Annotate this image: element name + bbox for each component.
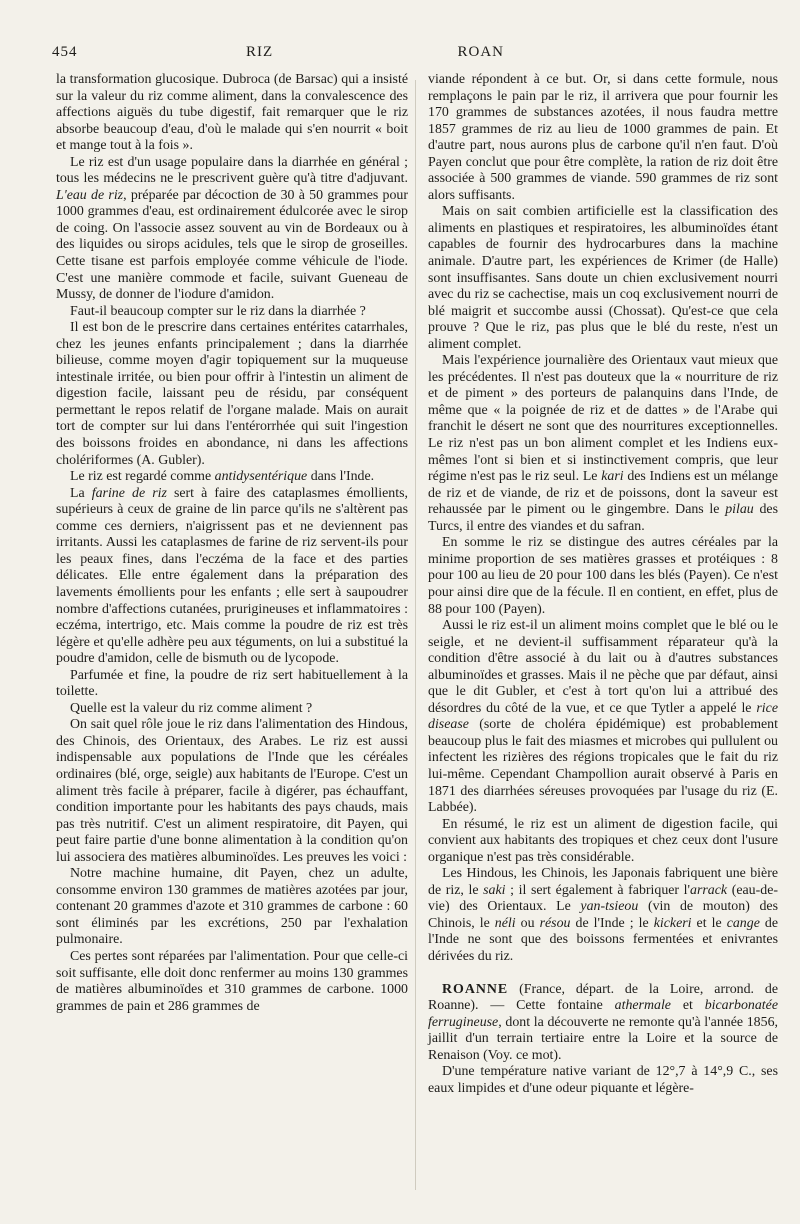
paragraph: On sait quel rôle joue le riz dans l'alimentation des Hindous, des Chinois, des Orientaux, des Arabes. Le riz est aussi indispensable aux populations de l'Inde que les céréales ordinaires (blé, orge, seigle) aux habitants de l'Europe. C'est un aliment très facile à préparer, facile à digérer, pas échauffant, condition importante pour les habitants des pays chauds, mais pas très nutritif. C'est un aliment respiratoire, dit Payen, qui peut faire partie d'une bonne alimentation à la condition qu'on lui associera des matières albuminoïdes. Les preuves les voici : — [56, 717, 408, 865]
paragraph: Notre machine humaine, dit Payen, chez un adulte, consomme environ 130 grammes de matières azotées par jour, contenant 20 grammes d'azote et 310 grammes de carbone : 60 sont éliminés par les excrétions, 250 par l'exhalation pulmonaire. — [56, 866, 408, 948]
paragraph: viande répondent à ce but. Or, si dans cette formule, nous remplaçons le pain par le riz, il arrivera que pour fournir les 170 grammes de substances azotées, il nous faudra mettre 1857 grammes de riz au lieu de 1000 grammes de pain. Et d'autre part, nous aurons plus de carbone qu'il n'en faut. D'où Payen conclut que pour être complète, la ration de riz doit être associée à 500 grammes de viande. 590 grammes de riz sont alors suffisants. — [428, 72, 778, 203]
dictionary-entry: ROANNE (France, départ. de la Loire, arrond. de Roanne). — Cette fontaine athermale et bicarbonatée ferrugineuse, dont la découverte ne remonte qu'à l'année 1856, jaillit d'un terrain tertiaire entre la Loire et la source de Renaison (Voy. ce mot). — [428, 981, 778, 1063]
running-head — [52, 44, 752, 64]
left-running-title: RIZ — [246, 44, 274, 60]
right-running-title: ROAN — [457, 44, 504, 60]
paragraph: Il est bon de le prescrire dans certaines entérites catarrhales, chez les jeunes enfants principalement ; dans la diarrhée bilieuse, comme moyen d'agir topiquement sur la muqueuse intestinale irritée, ou bien pour offrir à l'intestin un aliment de digestion facile, laissant peu de résidu, par conséquent permettant le repos relatif de l'organe malade. Mais on aurait tort de compter sur lui dans l'entérorrhée qui suit l'ingestion des boissons froides en abondance, ni dans les affections cholériformes (A. Gubler). — [56, 320, 408, 468]
paragraph: la transformation glucosique. Dubroca (de Barsac) qui a insisté sur la valeur du riz comme aliment, dans la convalescence des affections aiguës du tube digestif, fait remarquer que le riz absorbe beaucoup d'eau, d'où le malade qui s'en nourrit « boit et mange tout à la fois ». — [56, 72, 408, 154]
paragraph: Faut-il beaucoup compter sur le riz dans la diarrhée ? — [70, 303, 366, 319]
paragraph: Parfumée et fine, la poudre de riz sert habituellement à la toilette. — [56, 667, 408, 700]
entry-headword: ROANNE — [442, 981, 509, 997]
paragraph: Aussi le riz est-il un aliment moins complet que le blé ou le seigle, et ne devient-il suffisamment réparateur qu'à la condition d'être associé à du lait ou à d'autres substances albuminoïdes et grasses. Mais il ne pèche que par défaut, ainsi que le dit Gubler, et c'est à tort qu'on lui a attribué des désordres du côté de la vue, et ce que Tytler a appelé le rice disease (sorte de choléra épidémique) est probablement beaucoup plus le fait des miasmes et microbes qui pullulent ou infectent les rizières des régions tropicales que le fait du riz lui-même. Cependant Champollion aurait observé à Paris en 1871 des diarrhées séreuses provoquées par l'usage du riz (E. Labbée). — [428, 618, 778, 816]
page-number: 454 — [52, 44, 78, 60]
paragraph: En résumé, le riz est un aliment de digestion facile, qui convient aux habitants des tropiques et chez ceux dont l'usure organique n'est pas très considérable. — [428, 816, 778, 865]
paragraph: En somme le riz se distingue des autres céréales par la minime proportion de ses matières grasses et protéiques : 8 pour 100 au lieu de 20 pour 100 dans les blés (Payen). Ce n'est pour ainsi dire que de la fécule. Il en contient, en effet, plus de 88 pour 100 (Payen). — [428, 535, 778, 617]
paragraph: Mais l'expérience journalière des Orientaux vaut mieux que les précédentes. Il n'est pas douteux que la « nourriture de riz et de piment » des porteurs de palanquins dans l'Inde, de même que « la poignée de riz et de dattes » de l'Arabe qui franchit le désert ne sont que des nourritures exceptionnelles. Le riz n'est pas un bon aliment complet et les Indiens eux-mêmes l'ont si bien et si instinctivement compris, que leur régime n'est pas le riz seul. Le kari des Indiens est un mélange de riz et de viande, de riz et de poissons, dont la saveur est rehaussée par le piment ou le gingembre. Dans le pilau des Turcs, il entre des viandes et du safran. — [428, 353, 778, 534]
paragraph: Le riz est regardé comme antidysentérique dans l'Inde. — [70, 469, 375, 485]
paragraph: D'une température native variant de 12°,7 à 14°,9 C., ses eaux limpides et d'une odeur piquante et légère- — [428, 1064, 778, 1096]
left-column — [56, 72, 408, 1015]
paragraph: Mais on sait combien artificielle est la classification des aliments en plastiques et respiratoires, les albuminoïdes étant capables de fournir des hydrocarbures dans la machine animale. D'autre part, les expériences de Krimer (de Halle) sont insuffisantes. Sans doute un chien exclusivement nourri avec du riz se cachectise, mais un coq exclusivement nourri de blé maigrit et succombe aussi (Chossat). Qu'est-ce que cela prouve ? Que le riz, pas plus que le blé du reste, n'est un aliment complet. — [428, 204, 778, 352]
paragraph: Le riz est d'un usage populaire dans la diarrhée en général ; tous les médecins ne le prescrivent guère qu'à titre d'adjuvant. L'eau de riz, préparée par décoction de 30 à 50 grammes pour 1000 grammes d'eau, est ordinairement édulcorée avec le sirop de coing. On l'associe assez souvent au vin de Bordeaux ou à des liquides ou sirops acidules, tels que le sirop de groseilles. Cette tisane est parfois employée comme véhicule de l'iode. C'est une manière commode et facile, suivant Gueneau de Mussy, de donner de l'iodure d'amidon. — [56, 154, 409, 303]
paragraph: Les Hindous, les Chinois, les Japonais fabriquent une bière de riz, le saki ; il sert également à fabriquer l'arrack (eau-de-vie) des Orientaux. Le yan-tsieou (vin de mouton) des Chinois, le néli ou résou de l'Inde ; le kickeri et le cange de l'Inde ne sont que des boissons fermentées et enivrantes dérivées du riz. — [428, 866, 779, 964]
column-divider — [415, 80, 416, 1190]
right-column — [428, 72, 778, 1097]
paragraph: Quelle est la valeur du riz comme aliment ? — [70, 700, 313, 716]
paragraph: La farine de riz sert à faire des cataplasmes émollients, supérieurs à ceux de graine de lin parce qu'ils ne s'altèrent pas comme ces derniers, n'aigrissent pas et ne deviennent pas irritants. Aussi les cataplasmes de farine de riz servent-ils pour les peaux fines, dans l'eczéma de la face et des parties délicates. Elle entre également dans la préparation des lavements émollients pour les enfants ; elle sert à saupoudrer nombre d'affections cutanées, prurigineuses et inflammatoires : eczéma, intertrigo, etc. Mais comme la poudre de riz est très légère et qu'elle adhère peu aux téguments, on lui a substitué la poudre d'amidon, celle de bismuth ou de lycopode. — [56, 485, 408, 667]
paragraph: Ces pertes sont réparées par l'alimentation. Pour que celle-ci soit suffisante, elle doit donc renfermer au moins 130 grammes de matières albuminoïdes et 310 grammes de carbone. 1000 grammes de pain et 286 grammes de — [56, 948, 408, 1014]
